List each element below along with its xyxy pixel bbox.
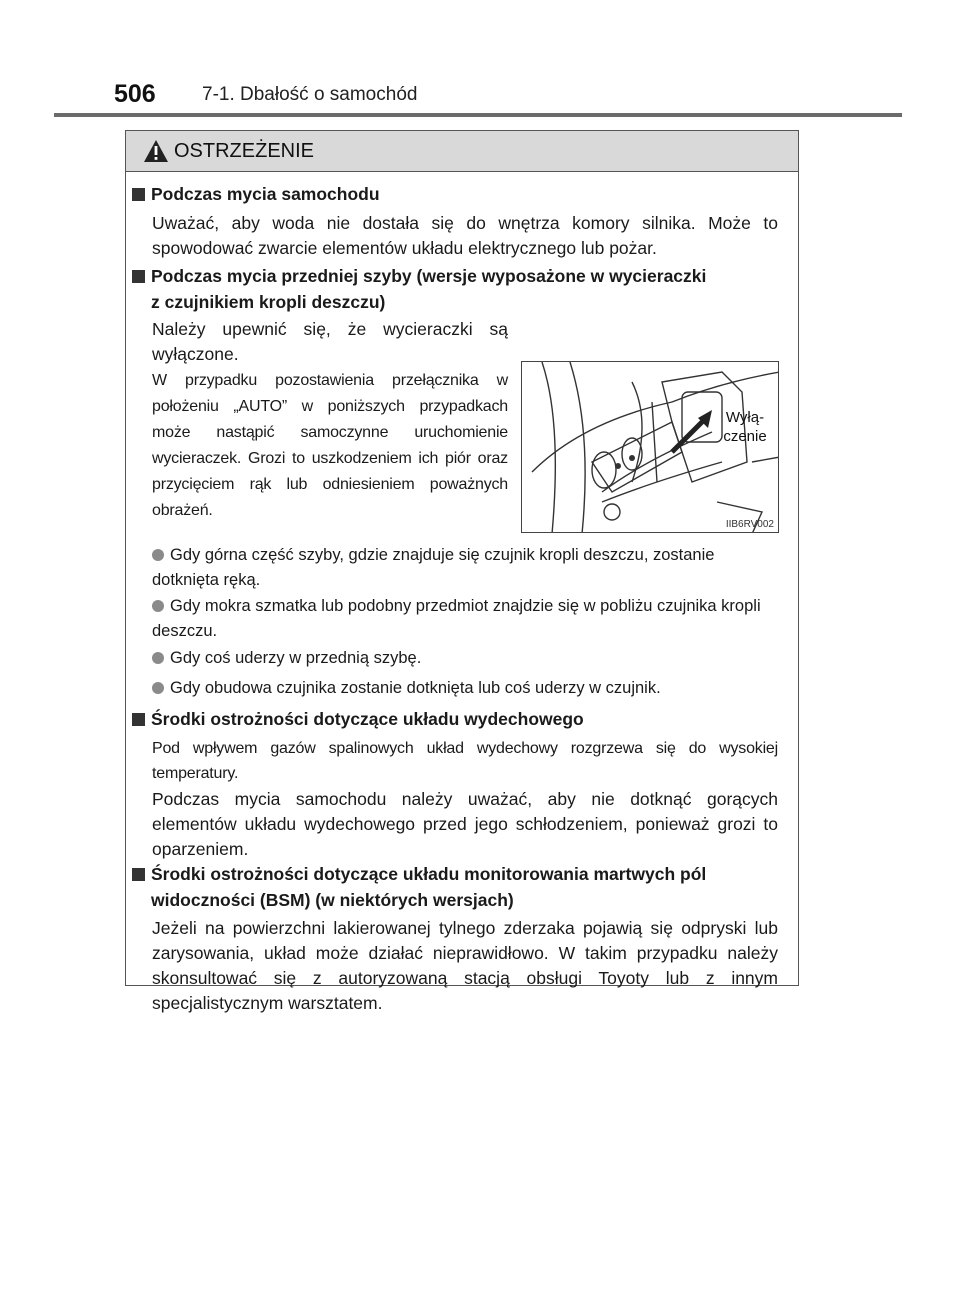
section-heading-washing: Podczas mycia samochodu — [132, 181, 778, 207]
warning-triangle-icon — [143, 139, 169, 163]
list-item: Gdy coś uderzy w przednią szybę. — [152, 646, 778, 671]
square-bullet-icon — [132, 868, 145, 881]
wiper-switch-figure — [521, 361, 779, 533]
paragraph-exhaust-burn: Podczas mycia samochodu należy uważać, aby nie dotknąć gorących elementów układu wydechowego przed jego schłodzeniem, ponieważ grozi to oparzeniem. — [152, 789, 778, 859]
section-title: 7-1. Dbałość o samochód — [202, 84, 418, 105]
warning-header — [126, 131, 798, 172]
warning-box — [125, 130, 799, 1013]
section-heading-bsm: Środki ostrożności dotyczące układu monitorowania martwych pól widoczności (BSM) (w niektórych wersjach) — [132, 861, 778, 913]
list-item: Gdy mokra szmatka lub podobny przedmiot znajdzie się w pobliżu czujnika kropli deszczu. — [152, 597, 761, 640]
figure-code: IIB6RV002 — [725, 519, 774, 530]
round-bullet-icon — [152, 549, 164, 561]
paragraph-wipers-off: Należy upewnić się, że wycieraczki są wyłączone. W przypadku pozostawienia przełącznika w położeniu „AUTO” w poniższych przypadkach może nastąpić samoczynne uruchomienie wycieraczek. Grozi to uszkodzeniem ich piór oraz przycięciem rąk lub odniesieniem poważnych obrażeń. — [152, 319, 508, 519]
square-bullet-icon — [132, 188, 145, 201]
page-header — [54, 80, 904, 110]
round-bullet-icon — [152, 652, 164, 664]
paragraph-bsm: Jeżeli na powierzchni lakierowanej tylnego zderzaka pojawią się odpryski lub zarysowania, układ może działać nieprawidłowo. W takim przypadku należy skonsultować się z autoryzowaną stacją obsługi Toyoty lub z innym specjalistycznym warsztatem. — [152, 918, 778, 1013]
header-rule — [54, 113, 902, 117]
paragraph-washing: Uważać, aby woda nie dostała się do wnętrza komory silnika. Może to spowodować zwarcie elementów układu elektrycznego lub pożar. — [152, 213, 778, 258]
paragraph-exhaust-heat: Pod wpływem gazów spalinowych układ wydechowy rozgrzewa się do wysokiej temperatury. — [152, 740, 778, 782]
section-heading-exhaust: Środki ostrożności dotyczące układu wydechowego — [132, 706, 778, 732]
page-number: 506 — [114, 80, 156, 108]
square-bullet-icon — [132, 713, 145, 726]
wiper-switch-illustration — [522, 362, 779, 533]
square-bullet-icon — [132, 270, 145, 283]
list-item: Gdy obudowa czujnika zostanie dotknięta lub coś uderzy w czujnik. — [152, 676, 778, 701]
figure-label-off: Wyłą- czenie — [723, 409, 767, 445]
warning-title: OSTRZEŻENIE — [174, 140, 315, 162]
list-item: Gdy górna część szyby, gdzie znajduje się czujnik kropli deszczu, zostanie dotknięta ręką. — [152, 546, 715, 589]
round-bullet-icon — [152, 682, 164, 694]
section-heading-windshield: Podczas mycia przedniej szyby (wersje wyposażone w wycieraczki z czujnikiem kropli deszczu) — [132, 263, 778, 315]
round-bullet-icon — [152, 600, 164, 612]
